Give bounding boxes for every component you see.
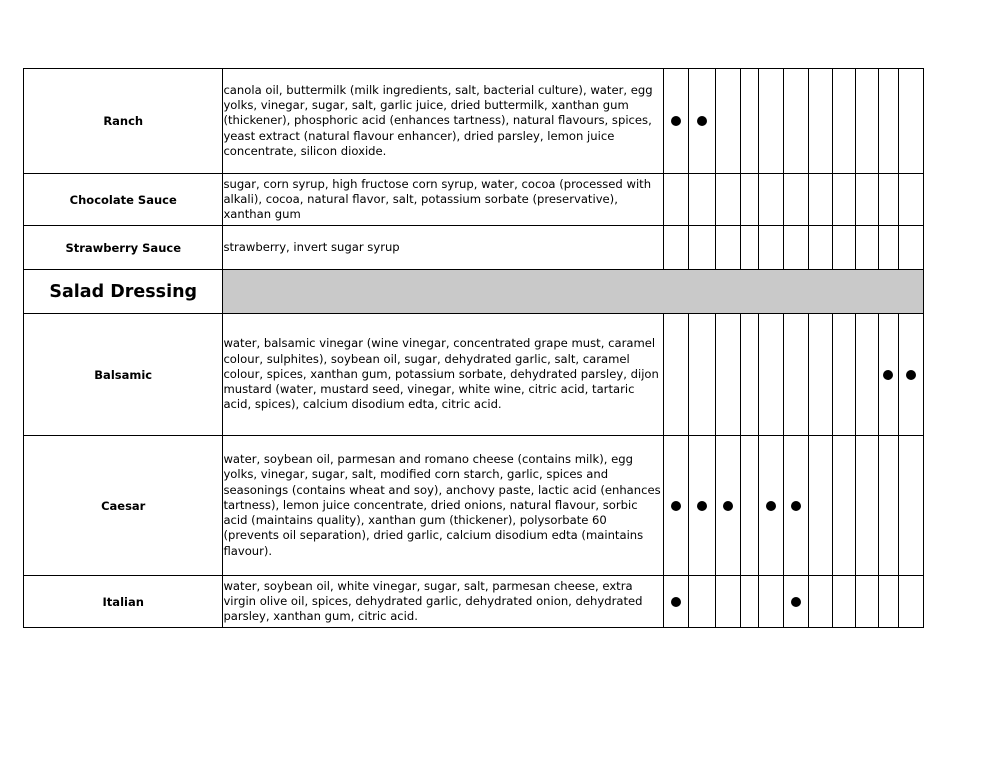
allergen-cell	[808, 69, 832, 174]
section-fill	[223, 270, 924, 314]
table-row	[24, 576, 924, 628]
allergen-cell	[855, 226, 878, 270]
allergen-cell	[740, 576, 758, 628]
allergen-dot-icon	[671, 116, 681, 126]
allergen-cell	[878, 174, 898, 226]
allergen-cell	[758, 69, 783, 174]
allergen-cell	[664, 226, 689, 270]
allergen-cell	[689, 576, 715, 628]
allergen-cell	[664, 314, 689, 436]
table-row	[24, 226, 924, 270]
allergen-dot-icon	[671, 501, 681, 511]
allergen-cell	[715, 69, 740, 174]
allergen-cell	[808, 436, 832, 576]
allergen-cell	[808, 314, 832, 436]
table-body	[24, 69, 924, 628]
product-name: Chocolate Sauce	[24, 174, 223, 226]
allergen-cell	[740, 314, 758, 436]
allergen-cell	[855, 69, 878, 174]
allergen-cell	[740, 174, 758, 226]
allergen-cell	[664, 436, 689, 576]
allergen-cell	[783, 226, 808, 270]
allergen-cell	[758, 314, 783, 436]
allergen-cell	[855, 436, 878, 576]
allergen-cell	[783, 69, 808, 174]
table-row	[24, 69, 924, 174]
allergen-cell	[855, 314, 878, 436]
allergen-cell	[832, 576, 855, 628]
allergen-cell	[832, 226, 855, 270]
allergen-cell	[855, 576, 878, 628]
allergen-cell	[689, 174, 715, 226]
allergen-cell	[878, 314, 898, 436]
product-name: Balsamic	[24, 314, 223, 436]
allergen-cell	[715, 226, 740, 270]
ingredients-list: water, soybean oil, white vinegar, sugar, salt, parmesan cheese, extra virgin olive oil, spices, dehydrated garlic, dehydrated onion, dehydrated parsley, xanthan gum, citric acid.	[223, 576, 664, 628]
section-header-row	[24, 270, 924, 314]
section-title: Salad Dressing	[24, 270, 223, 314]
allergen-cell	[783, 436, 808, 576]
allergen-cell	[715, 314, 740, 436]
allergen-dot-icon	[883, 370, 893, 380]
allergen-dot-icon	[723, 501, 733, 511]
allergen-cell	[689, 436, 715, 576]
ingredients-list: water, soybean oil, parmesan and romano cheese (contains milk), egg yolks, vinegar, sugar, salt, modified corn starch, garlic, spices and seasonings (contains wheat and soy), anchovy paste, lactic acid (enhances tartness), lemon juice concentrate, dried onions, natural flavour, sorbic acid (maintains quality), xanthan gum (thickener), polysorbate 60 (prevents oil separation), dried garlic, calcium disodium edta (maintains flavour).	[223, 436, 664, 576]
allergen-cell	[783, 314, 808, 436]
allergen-dot-icon	[671, 597, 681, 607]
allergen-cell	[758, 436, 783, 576]
product-name: Strawberry Sauce	[24, 226, 223, 270]
ingredients-list: canola oil, buttermilk (milk ingredients, salt, bacterial culture), water, egg yolks, vinegar, sugar, salt, garlic juice, dried buttermilk, xanthan gum (thickener), phosphoric acid (enhances tartness), natural flavours, spices, yeast extract (natural flavour enhancer), dried parsley, lemon juice concentrate, silicon dioxide.	[223, 69, 664, 174]
allergen-cell	[808, 576, 832, 628]
ingredients-list: strawberry, invert sugar syrup	[223, 226, 664, 270]
table-row	[24, 314, 924, 436]
allergen-cell	[715, 436, 740, 576]
allergen-cell	[832, 314, 855, 436]
table-row	[24, 436, 924, 576]
allergen-cell	[664, 69, 689, 174]
allergen-cell	[783, 174, 808, 226]
allergen-cell	[758, 576, 783, 628]
allergen-cell	[832, 436, 855, 576]
allergen-cell	[758, 174, 783, 226]
ingredients-list: sugar, corn syrup, high fructose corn syrup, water, cocoa (processed with alkali), cocoa, natural flavor, salt, potassium sorbate (preservative), xanthan gum	[223, 174, 664, 226]
allergen-cell	[689, 226, 715, 270]
allergen-cell	[878, 226, 898, 270]
allergen-cell	[664, 576, 689, 628]
table-row	[24, 174, 924, 226]
allergen-cell	[715, 174, 740, 226]
ingredients-list: water, balsamic vinegar (wine vinegar, concentrated grape must, caramel colour, sulphites), soybean oil, sugar, dehydrated garlic, salt, caramel colour, spices, xanthan gum, potassium sorbate, dehydrated parsley, dijon mustard (water, mustard seed, vinegar, white wine, citric acid, tartaric acid, spices), calcium disodium edta, citric acid.	[223, 314, 664, 436]
allergen-dot-icon	[766, 501, 776, 511]
allergen-dot-icon	[697, 116, 707, 126]
allergen-table	[23, 68, 924, 628]
allergen-cell	[878, 69, 898, 174]
allergen-cell	[740, 69, 758, 174]
allergen-cell	[808, 226, 832, 270]
allergen-cell	[878, 436, 898, 576]
allergen-cell	[898, 436, 923, 576]
allergen-dot-icon	[791, 501, 801, 511]
allergen-cell	[898, 314, 923, 436]
allergen-cell	[878, 576, 898, 628]
allergen-cell	[783, 576, 808, 628]
allergen-cell	[898, 174, 923, 226]
allergen-cell	[832, 69, 855, 174]
allergen-cell	[715, 576, 740, 628]
allergen-cell	[740, 226, 758, 270]
product-name: Ranch	[24, 69, 223, 174]
allergen-cell	[689, 69, 715, 174]
allergen-cell	[898, 226, 923, 270]
allergen-cell	[898, 69, 923, 174]
allergen-cell	[664, 174, 689, 226]
product-name: Caesar	[24, 436, 223, 576]
product-name: Italian	[24, 576, 223, 628]
allergen-cell	[758, 226, 783, 270]
allergen-dot-icon	[697, 501, 707, 511]
allergen-dot-icon	[791, 597, 801, 607]
allergen-cell	[689, 314, 715, 436]
allergen-cell	[898, 576, 923, 628]
allergen-dot-icon	[906, 370, 916, 380]
allergen-cell	[832, 174, 855, 226]
allergen-cell	[855, 174, 878, 226]
allergen-cell	[808, 174, 832, 226]
allergen-cell	[740, 436, 758, 576]
